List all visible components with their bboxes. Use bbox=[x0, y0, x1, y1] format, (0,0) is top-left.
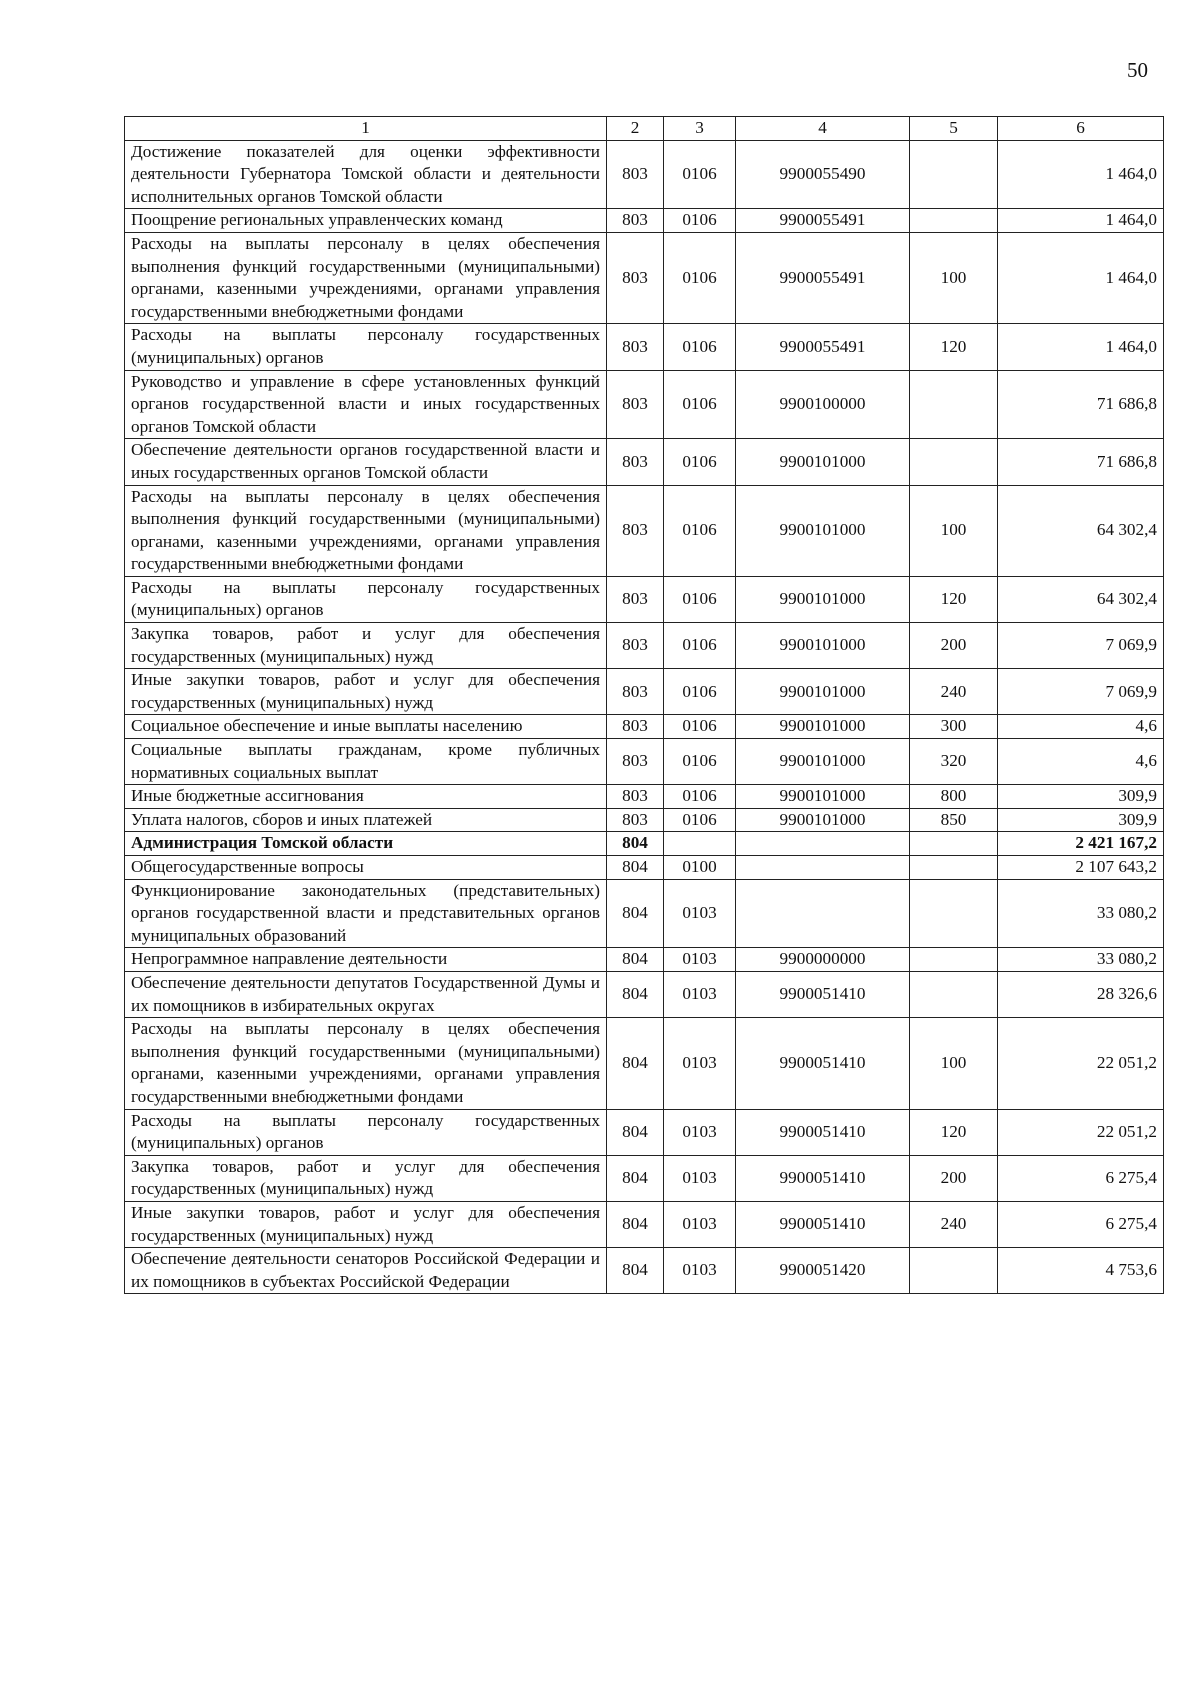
expense-name-cell: Обеспечение деятельности органов государственной власти и иных государственных органов Томской области bbox=[125, 439, 607, 485]
table-row bbox=[125, 739, 1164, 785]
table-row bbox=[125, 971, 1164, 1017]
ministry-code-cell: 803 bbox=[607, 808, 664, 832]
ministry-code-cell: 803 bbox=[607, 324, 664, 370]
ministry-code-cell: 803 bbox=[607, 669, 664, 715]
expense-type-cell: 200 bbox=[910, 1155, 998, 1201]
ministry-code-cell: 803 bbox=[607, 140, 664, 209]
expense-name-cell: Расходы на выплаты персоналу в целях обеспечения выполнения функций государственными (муниципальными) органами, казенными учреждениями, органами управления государственными внебюджетными фондами bbox=[125, 232, 607, 323]
target-article-cell: 9900000000 bbox=[736, 948, 910, 972]
expense-name-cell: Непрограммное направление деятельности bbox=[125, 948, 607, 972]
target-article-cell: 9900100000 bbox=[736, 370, 910, 439]
table-row bbox=[125, 1201, 1164, 1247]
target-article-cell: 9900051420 bbox=[736, 1248, 910, 1294]
table-row bbox=[125, 1018, 1164, 1109]
ministry-code-cell: 803 bbox=[607, 715, 664, 739]
section-code-cell: 0103 bbox=[664, 948, 736, 972]
expense-type-cell: 850 bbox=[910, 808, 998, 832]
column-header-2: 2 bbox=[607, 117, 664, 141]
section-code-cell: 0106 bbox=[664, 209, 736, 233]
ministry-code-cell: 804 bbox=[607, 1201, 664, 1247]
table-row bbox=[125, 715, 1164, 739]
expense-name-cell: Расходы на выплаты персоналу в целях обеспечения выполнения функций государственными (муниципальными) органами, казенными учреждениями, органами управления государственными внебюджетными фондами bbox=[125, 485, 607, 576]
expense-name-cell: Социальное обеспечение и иные выплаты населению bbox=[125, 715, 607, 739]
ministry-code-cell: 803 bbox=[607, 439, 664, 485]
amount-cell: 309,9 bbox=[998, 808, 1164, 832]
column-header-6: 6 bbox=[998, 117, 1164, 141]
expense-name-cell: Поощрение региональных управленческих команд bbox=[125, 209, 607, 233]
amount-cell: 71 686,8 bbox=[998, 370, 1164, 439]
ministry-code-cell: 803 bbox=[607, 785, 664, 809]
expense-type-cell bbox=[910, 1248, 998, 1294]
amount-cell: 64 302,4 bbox=[998, 576, 1164, 622]
ministry-code-cell: 804 bbox=[607, 1248, 664, 1294]
table-row bbox=[125, 232, 1164, 323]
expense-name-cell: Обеспечение деятельности депутатов Государственной Думы и их помощников в избирательных округах bbox=[125, 971, 607, 1017]
amount-cell: 1 464,0 bbox=[998, 209, 1164, 233]
amount-cell: 1 464,0 bbox=[998, 324, 1164, 370]
target-article-cell: 9900101000 bbox=[736, 669, 910, 715]
amount-cell: 4 753,6 bbox=[998, 1248, 1164, 1294]
amount-cell: 33 080,2 bbox=[998, 948, 1164, 972]
ministry-code-cell: 803 bbox=[607, 485, 664, 576]
section-code-cell: 0103 bbox=[664, 971, 736, 1017]
ministry-code-cell: 804 bbox=[607, 948, 664, 972]
table-row bbox=[125, 485, 1164, 576]
ministry-code-cell: 804 bbox=[607, 879, 664, 948]
amount-cell: 22 051,2 bbox=[998, 1018, 1164, 1109]
expense-name-cell: Иные бюджетные ассигнования bbox=[125, 785, 607, 809]
section-code-cell: 0103 bbox=[664, 1018, 736, 1109]
section-code-cell: 0106 bbox=[664, 232, 736, 323]
section-code-cell: 0106 bbox=[664, 669, 736, 715]
expense-name-cell: Руководство и управление в сфере установленных функций органов государственной власти и иных государственных органов Томской области bbox=[125, 370, 607, 439]
expense-type-cell bbox=[910, 370, 998, 439]
amount-cell: 1 464,0 bbox=[998, 140, 1164, 209]
expense-name-cell: Социальные выплаты гражданам, кроме публичных нормативных социальных выплат bbox=[125, 739, 607, 785]
expense-name-cell: Обеспечение деятельности сенаторов Российской Федерации и их помощников в субъектах Российской Федерации bbox=[125, 1248, 607, 1294]
section-code-cell: 0100 bbox=[664, 856, 736, 880]
section-code-cell: 0103 bbox=[664, 879, 736, 948]
amount-cell: 2 107 643,2 bbox=[998, 856, 1164, 880]
section-code-cell: 0106 bbox=[664, 485, 736, 576]
target-article-cell: 9900101000 bbox=[736, 576, 910, 622]
ministry-code-cell: 804 bbox=[607, 856, 664, 880]
expense-type-cell bbox=[910, 209, 998, 233]
target-article-cell: 9900101000 bbox=[736, 785, 910, 809]
expense-type-cell: 100 bbox=[910, 485, 998, 576]
expense-type-cell bbox=[910, 832, 998, 856]
target-article-cell: 9900101000 bbox=[736, 623, 910, 669]
ministry-code-cell: 803 bbox=[607, 370, 664, 439]
ministry-code-cell: 804 bbox=[607, 1155, 664, 1201]
ministry-code-cell: 804 bbox=[607, 1109, 664, 1155]
table-row bbox=[125, 439, 1164, 485]
expense-type-cell: 300 bbox=[910, 715, 998, 739]
expense-name-cell: Общегосударственные вопросы bbox=[125, 856, 607, 880]
table-row bbox=[125, 669, 1164, 715]
header-row bbox=[125, 117, 1164, 141]
column-header-5: 5 bbox=[910, 117, 998, 141]
table-row bbox=[125, 370, 1164, 439]
section-code-cell: 0103 bbox=[664, 1109, 736, 1155]
amount-cell: 4,6 bbox=[998, 715, 1164, 739]
expense-type-cell: 320 bbox=[910, 739, 998, 785]
expense-name-cell: Закупка товаров, работ и услуг для обеспечения государственных (муниципальных) нужд bbox=[125, 1155, 607, 1201]
amount-cell: 2 421 167,2 bbox=[998, 832, 1164, 856]
target-article-cell bbox=[736, 879, 910, 948]
amount-cell: 28 326,6 bbox=[998, 971, 1164, 1017]
expense-name-cell: Иные закупки товаров, работ и услуг для обеспечения государственных (муниципальных) нужд bbox=[125, 1201, 607, 1247]
expense-name-cell: Иные закупки товаров, работ и услуг для обеспечения государственных (муниципальных) нужд bbox=[125, 669, 607, 715]
target-article-cell bbox=[736, 832, 910, 856]
amount-cell: 6 275,4 bbox=[998, 1155, 1164, 1201]
section-code-cell: 0103 bbox=[664, 1155, 736, 1201]
expense-type-cell: 100 bbox=[910, 232, 998, 323]
expense-type-cell: 100 bbox=[910, 1018, 998, 1109]
target-article-cell: 9900055491 bbox=[736, 209, 910, 233]
expense-type-cell bbox=[910, 856, 998, 880]
target-article-cell: 9900101000 bbox=[736, 739, 910, 785]
table-row bbox=[125, 1155, 1164, 1201]
expense-name-cell: Расходы на выплаты персоналу государственных (муниципальных) органов bbox=[125, 324, 607, 370]
section-code-cell: 0106 bbox=[664, 623, 736, 669]
expense-type-cell: 120 bbox=[910, 576, 998, 622]
target-article-cell: 9900051410 bbox=[736, 1018, 910, 1109]
expense-name-cell: Функционирование законодательных (представительных) органов государственной власти и представительных органов муниципальных образований bbox=[125, 879, 607, 948]
table-row bbox=[125, 623, 1164, 669]
target-article-cell: 9900051410 bbox=[736, 1155, 910, 1201]
column-header-1: 1 bbox=[125, 117, 607, 141]
section-code-cell: 0106 bbox=[664, 715, 736, 739]
section-code-cell: 0106 bbox=[664, 785, 736, 809]
section-code-cell: 0106 bbox=[664, 439, 736, 485]
ministry-code-cell: 803 bbox=[607, 232, 664, 323]
expense-type-cell: 240 bbox=[910, 669, 998, 715]
expense-type-cell: 800 bbox=[910, 785, 998, 809]
target-article-cell: 9900051410 bbox=[736, 1109, 910, 1155]
table-row bbox=[125, 140, 1164, 209]
section-code-cell: 0106 bbox=[664, 140, 736, 209]
table-body bbox=[125, 140, 1164, 1294]
section-code-cell: 0103 bbox=[664, 1201, 736, 1247]
target-article-cell: 9900101000 bbox=[736, 715, 910, 739]
table-row bbox=[125, 576, 1164, 622]
page-number: 50 bbox=[1127, 58, 1148, 82]
expense-type-cell bbox=[910, 948, 998, 972]
expense-type-cell bbox=[910, 140, 998, 209]
section-code-cell: 0106 bbox=[664, 370, 736, 439]
ministry-code-cell: 804 bbox=[607, 832, 664, 856]
expense-name-cell: Администрация Томской области bbox=[125, 832, 607, 856]
expense-type-cell bbox=[910, 879, 998, 948]
target-article-cell: 9900051410 bbox=[736, 1201, 910, 1247]
target-article-cell: 9900101000 bbox=[736, 485, 910, 576]
expense-name-cell: Расходы на выплаты персоналу государственных (муниципальных) органов bbox=[125, 576, 607, 622]
target-article-cell: 9900055490 bbox=[736, 140, 910, 209]
section-code-cell: 0106 bbox=[664, 576, 736, 622]
section-code-cell: 0106 bbox=[664, 739, 736, 785]
table-row bbox=[125, 1248, 1164, 1294]
amount-cell: 7 069,9 bbox=[998, 669, 1164, 715]
amount-cell: 7 069,9 bbox=[998, 623, 1164, 669]
column-header-4: 4 bbox=[736, 117, 910, 141]
amount-cell: 6 275,4 bbox=[998, 1201, 1164, 1247]
target-article-cell: 9900101000 bbox=[736, 808, 910, 832]
expense-type-cell: 240 bbox=[910, 1201, 998, 1247]
table-row bbox=[125, 808, 1164, 832]
table-header bbox=[125, 117, 1164, 141]
amount-cell: 1 464,0 bbox=[998, 232, 1164, 323]
amount-cell: 71 686,8 bbox=[998, 439, 1164, 485]
ministry-code-cell: 803 bbox=[607, 209, 664, 233]
expense-name-cell: Достижение показателей для оценки эффективности деятельности Губернатора Томской области и деятельности исполнительных органов Томской области bbox=[125, 140, 607, 209]
amount-cell: 4,6 bbox=[998, 739, 1164, 785]
target-article-cell: 9900101000 bbox=[736, 439, 910, 485]
table-row bbox=[125, 209, 1164, 233]
expense-type-cell: 200 bbox=[910, 623, 998, 669]
expense-type-cell bbox=[910, 439, 998, 485]
expense-name-cell: Расходы на выплаты персоналу в целях обеспечения выполнения функций государственными (муниципальными) органами, казенными учреждениями, органами управления государственными внебюджетными фондами bbox=[125, 1018, 607, 1109]
expense-name-cell: Уплата налогов, сборов и иных платежей bbox=[125, 808, 607, 832]
amount-cell: 64 302,4 bbox=[998, 485, 1164, 576]
expense-type-cell: 120 bbox=[910, 1109, 998, 1155]
amount-cell: 309,9 bbox=[998, 785, 1164, 809]
budget-table bbox=[124, 116, 1164, 1294]
expense-type-cell: 120 bbox=[910, 324, 998, 370]
target-article-cell: 9900051410 bbox=[736, 971, 910, 1017]
table-row bbox=[125, 1109, 1164, 1155]
expense-type-cell bbox=[910, 971, 998, 1017]
section-code-cell bbox=[664, 832, 736, 856]
ministry-code-cell: 803 bbox=[607, 576, 664, 622]
section-code-cell: 0103 bbox=[664, 1248, 736, 1294]
ministry-code-cell: 804 bbox=[607, 971, 664, 1017]
section-code-cell: 0106 bbox=[664, 808, 736, 832]
amount-cell: 33 080,2 bbox=[998, 879, 1164, 948]
ministry-code-cell: 804 bbox=[607, 1018, 664, 1109]
table-row bbox=[125, 785, 1164, 809]
target-article-cell: 9900055491 bbox=[736, 232, 910, 323]
target-article-cell bbox=[736, 856, 910, 880]
column-header-3: 3 bbox=[664, 117, 736, 141]
table-row bbox=[125, 879, 1164, 948]
ministry-code-cell: 803 bbox=[607, 739, 664, 785]
table-row bbox=[125, 324, 1164, 370]
table-row bbox=[125, 948, 1164, 972]
table-row bbox=[125, 832, 1164, 856]
target-article-cell: 9900055491 bbox=[736, 324, 910, 370]
table-row bbox=[125, 856, 1164, 880]
amount-cell: 22 051,2 bbox=[998, 1109, 1164, 1155]
section-code-cell: 0106 bbox=[664, 324, 736, 370]
ministry-code-cell: 803 bbox=[607, 623, 664, 669]
expense-name-cell: Расходы на выплаты персоналу государственных (муниципальных) органов bbox=[125, 1109, 607, 1155]
expense-name-cell: Закупка товаров, работ и услуг для обеспечения государственных (муниципальных) нужд bbox=[125, 623, 607, 669]
